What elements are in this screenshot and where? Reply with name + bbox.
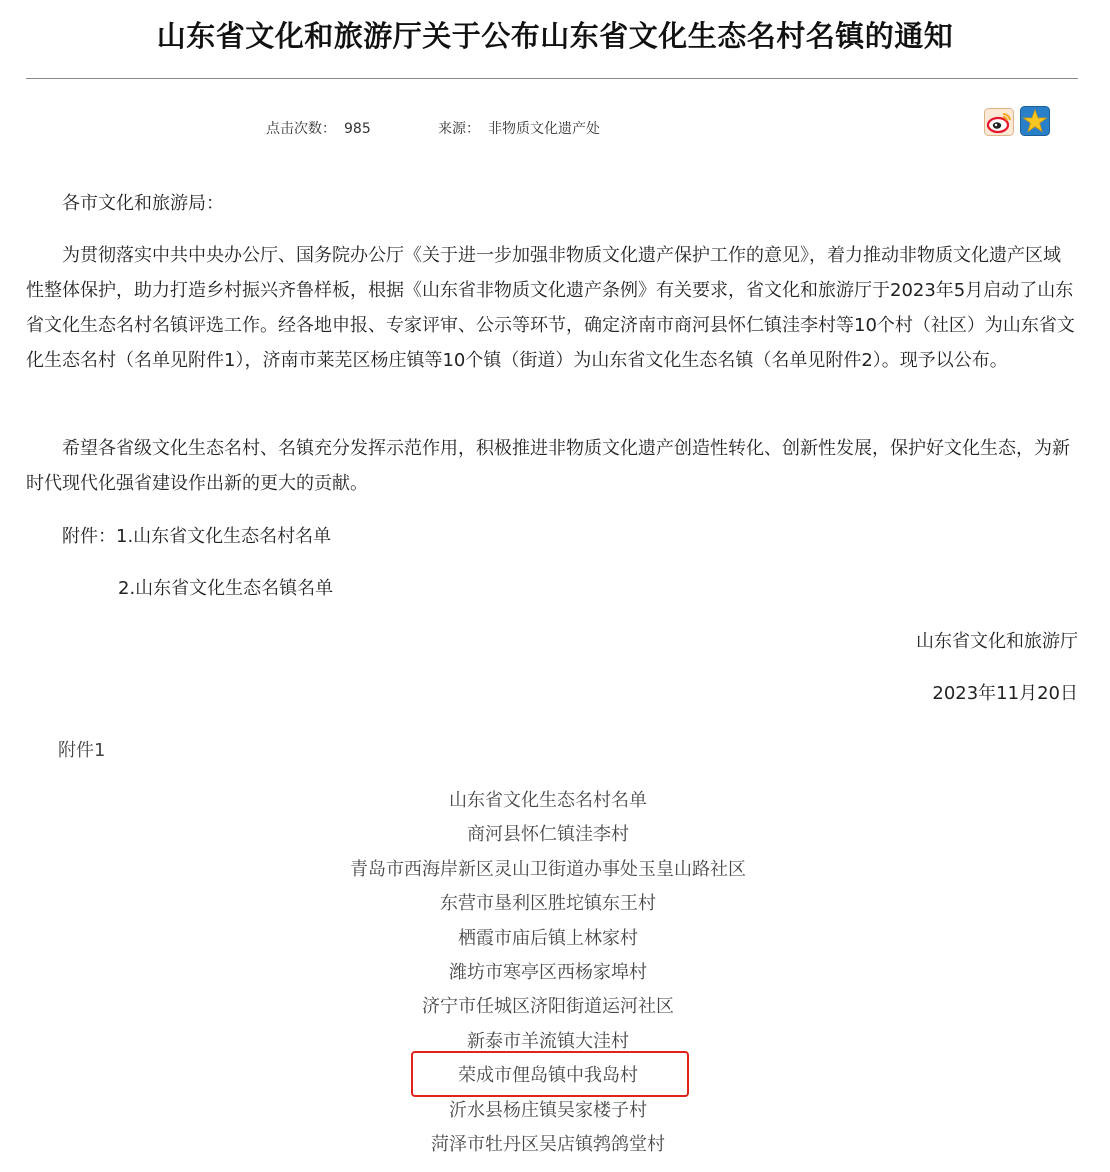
favorite-button[interactable]: [1020, 106, 1050, 136]
list-title: 山东省文化生态名村名单: [449, 790, 647, 811]
source-label: 来源：: [438, 121, 480, 137]
attachment-link-1[interactable]: 附件：1.山东省文化生态名村名单: [62, 526, 332, 547]
favorite-star-icon: [1020, 106, 1050, 136]
source-value: 非物质文化遗产处: [488, 121, 600, 137]
list-item: 潍坊市寒亭区西杨家埠村: [449, 961, 647, 983]
body-paragraph-2: 希望各省级文化生态名村、名镇充分发挥示范作用，积极推进非物质文化遗产创造性转化、创新性发展，保护好文化生态，为新时代现代化强省建设作出新的更大的贡献。: [26, 438, 1070, 494]
attachment-link-2[interactable]: 2.山东省文化生态名镇名单: [118, 578, 334, 599]
list-item: 青岛市西海岸新区灵山卫街道办事处玉皇山路社区: [350, 858, 746, 880]
weibo-share-button[interactable]: [984, 108, 1014, 136]
list-item: 菏泽市牡丹区吴店镇鹁鸽堂村: [431, 1133, 665, 1155]
title-divider: [26, 78, 1078, 79]
appendix-label: 附件1: [58, 740, 106, 761]
click-count: [266, 118, 371, 140]
weibo-icon: [984, 108, 1014, 136]
list-item: 商河县怀仁镇洼李村: [467, 824, 629, 846]
signature-date: 2023年11月20日: [932, 683, 1078, 704]
list-item: 东营市垦利区胜坨镇东王村: [440, 893, 656, 915]
signature-organization: 山东省文化和旅游厅: [916, 631, 1078, 652]
salutation: 各市文化和旅游局：: [62, 193, 224, 214]
source-info: [438, 118, 600, 140]
list-item: 栖霞市庙后镇上林家村: [458, 927, 638, 949]
highlight-box: [411, 1051, 689, 1097]
list-item: 新泰市羊流镇大洼村: [467, 1030, 629, 1052]
body-paragraph-1: 为贯彻落实中共中央办公厅、国务院办公厅《关于进一步加强非物质文化遗产保护工作的意见》，着力推动非物质文化遗产区域性整体保护，助力打造乡村振兴齐鲁样板，根据《山东省非物质文化遗产条例》有关要求，省文化和旅游厅于2023年5月启动了山东省文化生态名村名镇评选工作。经各地申报、专家评审、公示等环节，确定济南市商河县怀仁镇洼李村等10个村（社区）为山东省文化生态名村（名单见附件1），济南市莱芜区杨庄镇等10个镇（街道）为山东省文化生态名镇（名单见附件2）。现予以公布。: [26, 245, 1075, 371]
list-item: 济宁市任城区济阳街道运河社区: [422, 996, 674, 1018]
page-title: 山东省文化和旅游厅关于公布山东省文化生态名村名镇的通知: [156, 19, 954, 53]
village-list: [0, 784, 1096, 1162]
click-count-label: 点击次数：: [266, 121, 336, 137]
list-item-highlighted: 荣成市俚岛镇中我岛村: [458, 1065, 638, 1087]
list-item: 沂水县杨庄镇吴家楼子村: [449, 1099, 647, 1121]
click-count-value: 985: [344, 121, 371, 137]
